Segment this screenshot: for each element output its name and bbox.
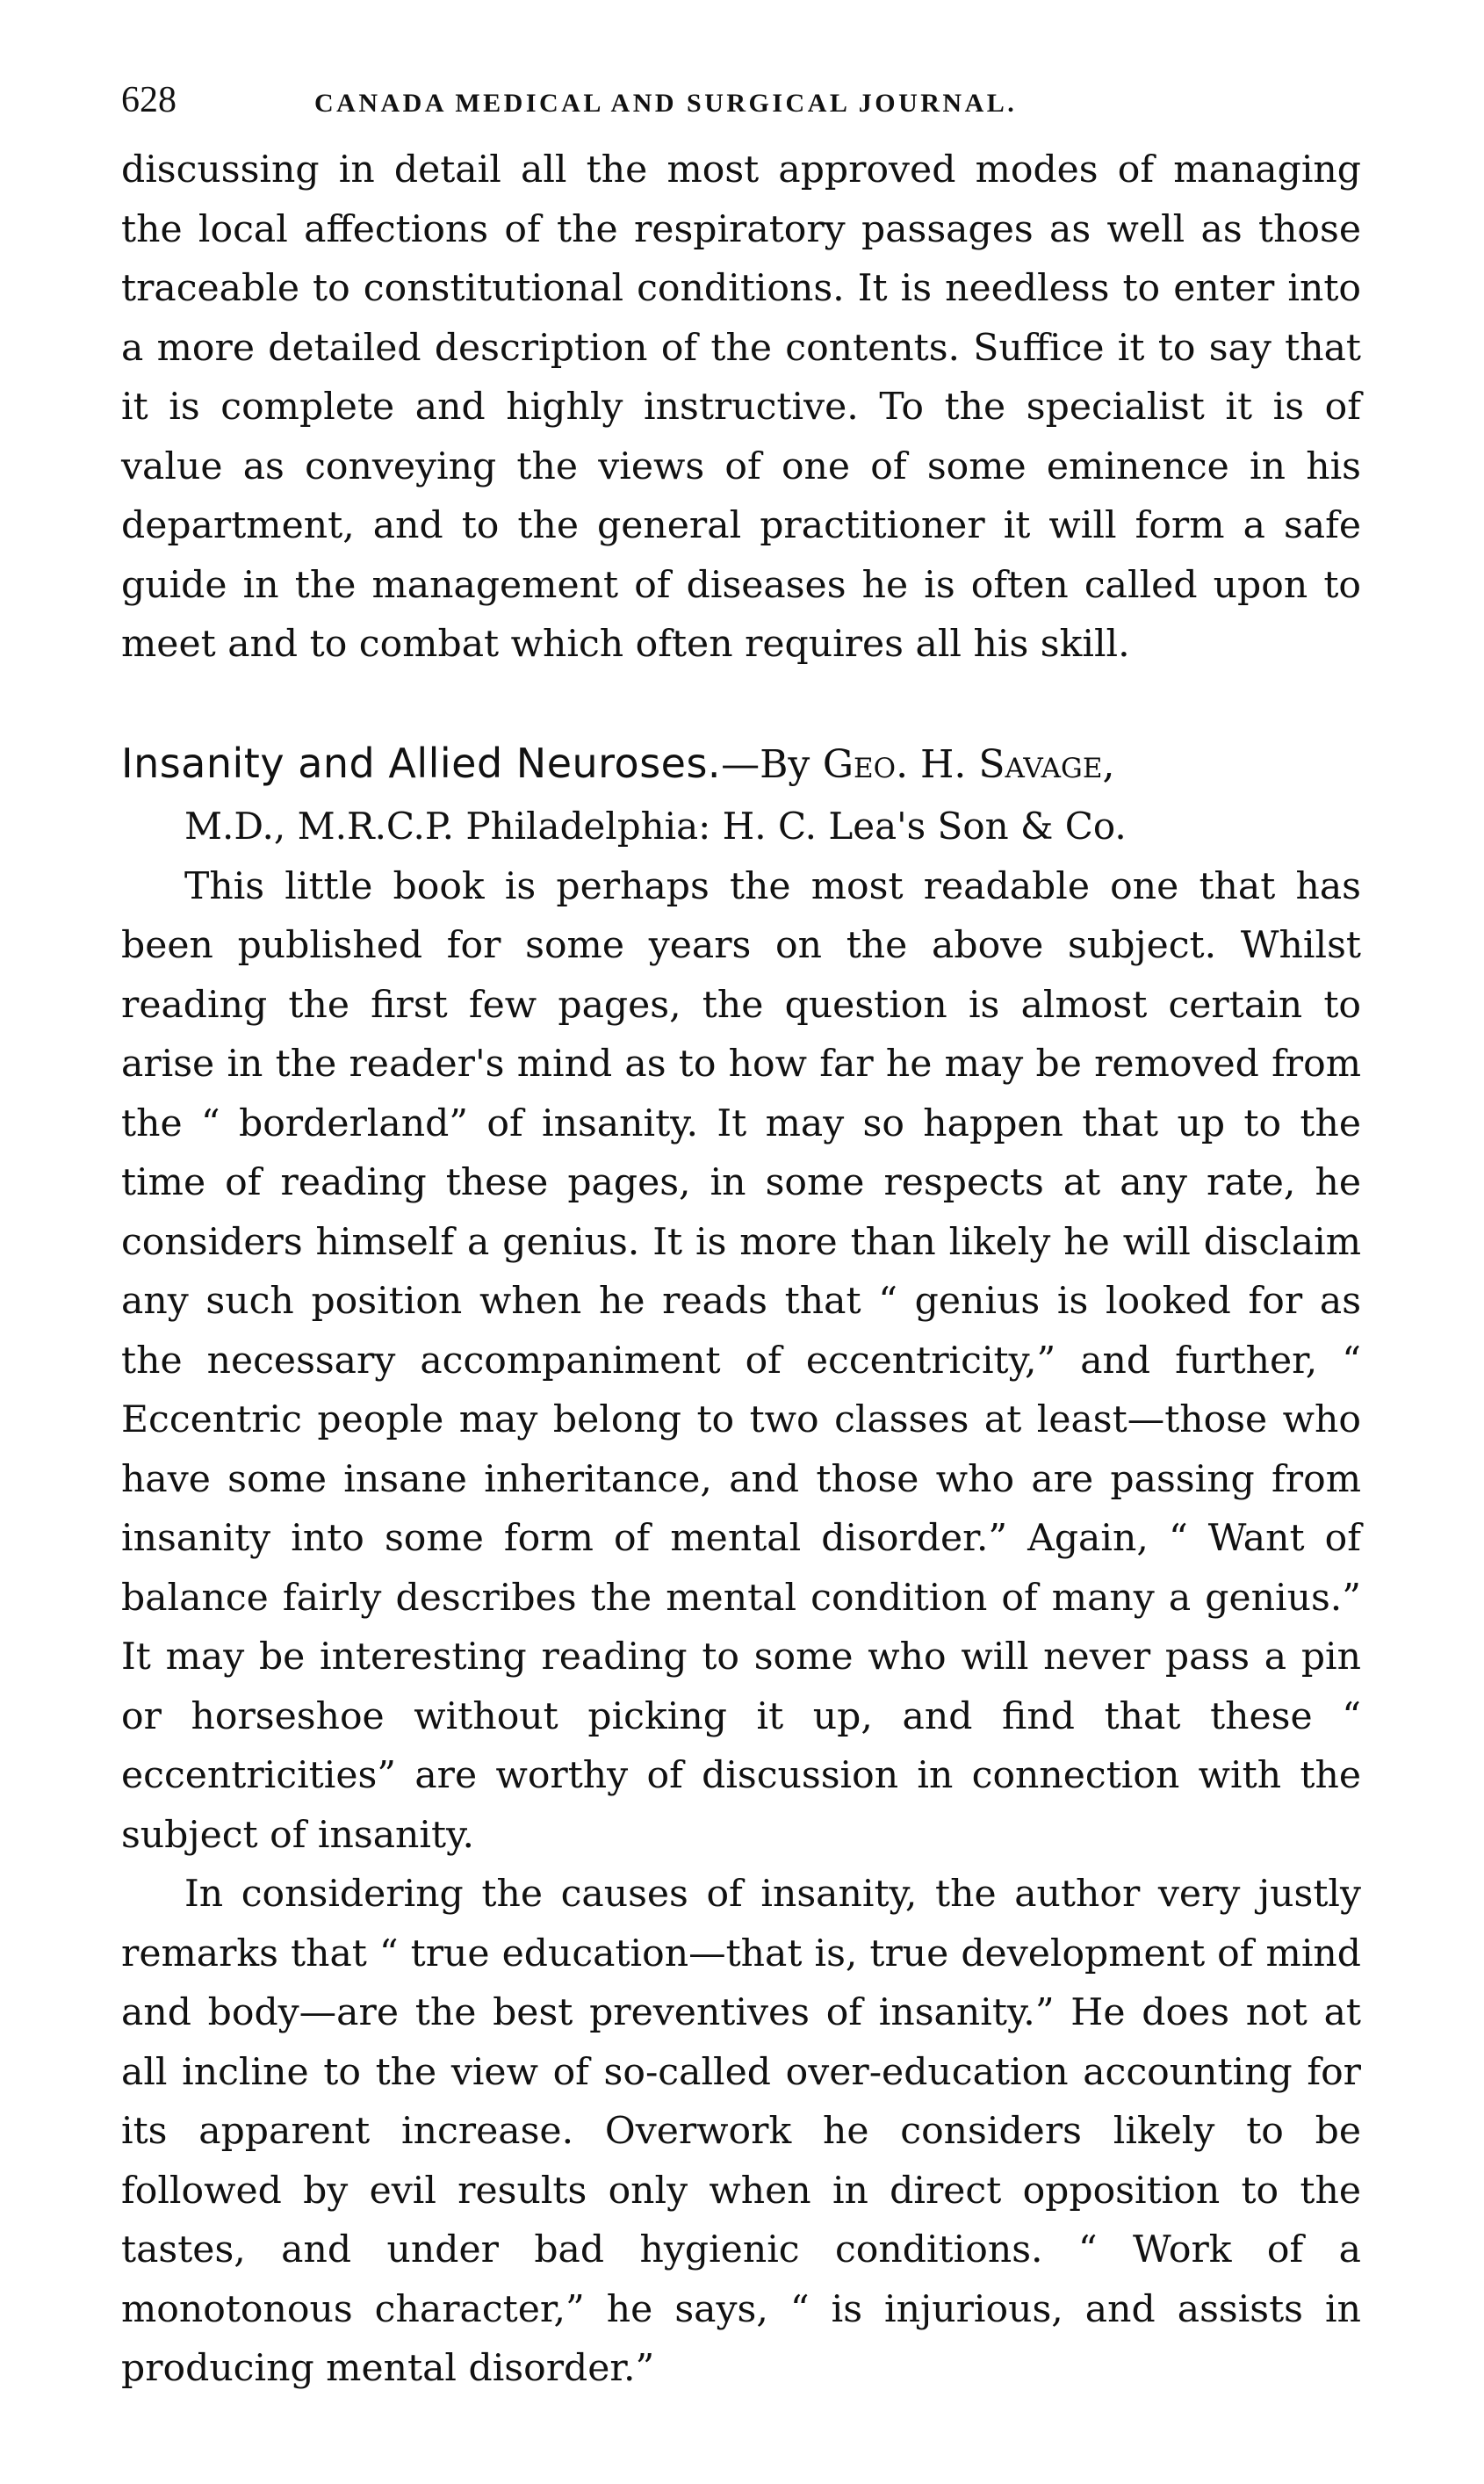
- review-byline-prefix: —By: [721, 741, 810, 787]
- review-author: Geo. H. Savage,: [822, 741, 1115, 787]
- review-publisher-line: M.D., M.R.C.P. Philadelphia: H. C. Lea's Son & Co.: [184, 804, 1127, 848]
- review-title: Insanity and Allied Neuroses.: [121, 739, 722, 787]
- review-heading: [121, 733, 1361, 796]
- journal-title: CANADA MEDICAL AND SURGICAL JOURNAL.: [314, 89, 1018, 118]
- page-number: 628: [121, 80, 176, 120]
- review-paragraph: This little book is perhaps the most readable one that has been published for some years on the above subject. Whilst reading the first few pages, the question is almost certain to arise in the reader's mind as to how far he may be removed from the “ borderland” of insanity. It may so happen that up to the time of reading these pages, in some respects at any rate, he considers himself a genius. It is more than likely he will disclaim any such position when he reads that “ genius is looked for as the necessary accompaniment of eccentricity,” and further, “ Eccentric people may belong to two classes at least—those who have some insane inheritance, and those who are passing from insanity into some form of mental disorder.” Again, “ Want of balance fairly describes the mental condition of many a genius.” It may be interesting reading to some who will never pass a pin or horseshoe without picking it up, and find that these “ eccentricities” are worthy of discussion in connection with the subject of insanity.: [121, 864, 1361, 1857]
- review-paragraph: In considering the causes of insanity, the author very justly remarks that “ true education—that is, true development of mind and body—are the best preventives of insanity.” He does not at all incline to the view of so-called over-education accounting for its apparent increase. Overwork he considers likely to be followed by evil results only when in direct opposition to the tastes, and under bad hygienic conditions. “ Work of a monotonous character,” he says, “ is injurious, and assists in producing mental disorder.”: [121, 1873, 1361, 2390]
- intro-paragraph: discussing in detail all the most approved modes of managing the local affections of the respiratory passages as well as those traceable to constitutional conditions. It is needless to enter into a more detailed description of the contents. Suffice it to say that it is complete and highly instructive. To the specialist it is of value as conveying the views of one of some eminence in his department, and to the general practitioner it will form a safe guide in the management of diseases he is often called upon to meet and to combat which often requires all his skill.: [121, 148, 1361, 666]
- running-head: [121, 79, 1361, 141]
